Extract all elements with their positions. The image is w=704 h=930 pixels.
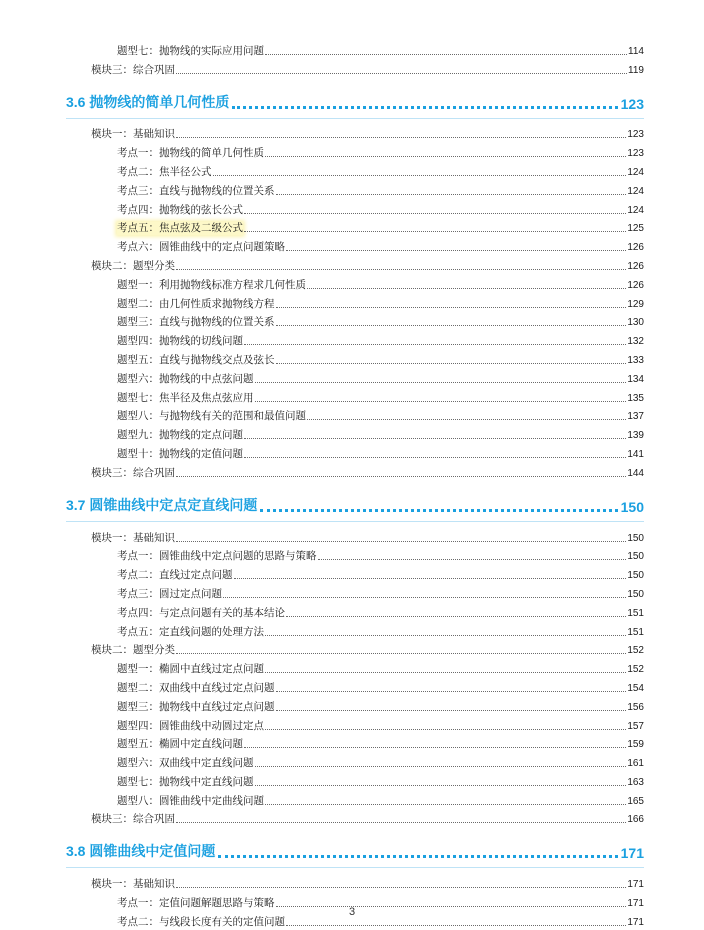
toc-module-entry[interactable] — [66, 59, 644, 78]
toc-page-number: 159 — [627, 739, 644, 751]
toc-topic-entry[interactable] — [66, 293, 644, 312]
toc-entry-title: 模块一：基础知识 — [91, 878, 175, 891]
toc-page-number: 124 — [627, 185, 644, 197]
toc-section-heading[interactable] — [66, 85, 644, 119]
toc-topic-entry[interactable] — [66, 564, 644, 583]
toc-entry-title: 考点三：直线与抛物线的位置关系 — [117, 184, 275, 197]
dot-leader — [244, 438, 626, 439]
toc-module-entry[interactable] — [66, 462, 644, 481]
dot-leader — [176, 73, 627, 74]
toc-page-number: 129 — [627, 298, 644, 310]
toc-entry-title: 题型九：抛物线的定点问题 — [117, 429, 243, 442]
toc-page-number: 123 — [620, 95, 644, 112]
dot-leader — [318, 559, 627, 560]
toc-page-number: 126 — [627, 279, 644, 291]
dot-leader — [244, 213, 626, 214]
toc-page-number: 151 — [627, 626, 644, 638]
toc-entry-title: 考点五：焦点弦及二级公式 — [117, 222, 243, 235]
toc-topic-entry[interactable] — [66, 312, 644, 331]
toc-page-number: 156 — [627, 701, 644, 713]
toc-page-number: 161 — [627, 758, 644, 770]
dot-leader — [176, 269, 626, 270]
toc-section-heading[interactable] — [66, 488, 644, 522]
dot-leader — [265, 156, 626, 157]
toc-entry-title: 考点一：抛物线的简单几何性质 — [117, 147, 264, 160]
toc-topic-entry[interactable] — [66, 621, 644, 640]
dot-leader — [255, 766, 627, 767]
toc-entry-title: 模块三：综合巩固 — [91, 466, 175, 479]
toc-entry-title: 模块二：题型分类 — [91, 644, 175, 657]
toc-page-number: 150 — [627, 551, 644, 563]
dot-leader — [307, 288, 626, 289]
toc-entry-title: 题型五：直线与抛物线交点及弦长 — [117, 353, 275, 366]
dot-leader — [286, 616, 626, 617]
dot-leader — [265, 54, 627, 55]
dot-leader — [307, 419, 626, 420]
toc-entry-title: 考点三：圆过定点问题 — [117, 587, 222, 600]
dot-leader — [255, 382, 627, 383]
toc-entry-title: 题型四：圆锥曲线中动圆过定点 — [117, 719, 264, 732]
dot-leader — [276, 325, 627, 326]
dot-leader — [265, 729, 626, 730]
toc-entry-title: 题型三：抛物线中直线过定点问题 — [117, 700, 275, 713]
toc-topic-entry[interactable] — [66, 443, 644, 462]
toc-topic-entry[interactable] — [66, 274, 644, 293]
toc-topic-entry[interactable] — [66, 161, 644, 180]
toc-topic-entry[interactable] — [66, 602, 644, 621]
dot-leader — [234, 578, 627, 579]
toc-topic-entry[interactable] — [66, 696, 644, 715]
toc-module-entry[interactable] — [66, 255, 644, 274]
toc-page-number: 171 — [627, 916, 644, 928]
toc-page-number: 150 — [620, 498, 644, 515]
dot-leader — [176, 541, 626, 542]
dot-leader — [223, 597, 626, 598]
toc-entry-title: 3.7 圆锥曲线中定点定直线问题 — [66, 496, 258, 513]
toc-entry-title: 考点二：焦半径公式 — [117, 165, 212, 178]
toc-page-number: 125 — [627, 223, 644, 235]
dot-leader — [176, 476, 626, 477]
toc-page-number: 123 — [627, 148, 644, 160]
dot-leader — [286, 925, 626, 926]
toc-entry-title: 题型三：直线与抛物线的位置关系 — [117, 316, 275, 329]
toc-topic-entry[interactable] — [66, 349, 644, 368]
toc-entry-title: 题型八：圆锥曲线中定曲线问题 — [117, 794, 264, 807]
toc-page-number: 150 — [627, 570, 644, 582]
toc-page-number: 114 — [628, 45, 644, 57]
toc-topic-entry[interactable] — [66, 40, 644, 59]
toc-topic-entry[interactable] — [66, 546, 644, 565]
toc-page-number: 154 — [627, 682, 644, 694]
toc-topic-entry[interactable] — [66, 734, 644, 753]
toc-page-number: 152 — [627, 645, 644, 657]
toc-entry-title: 考点五：定直线问题的处理方法 — [117, 625, 264, 638]
toc-topic-entry[interactable] — [66, 368, 644, 387]
dot-leader — [276, 710, 627, 711]
toc-topic-entry[interactable] — [66, 180, 644, 199]
toc-section-heading[interactable] — [66, 834, 644, 868]
toc-page-number: 139 — [627, 430, 644, 442]
toc-module-entry[interactable] — [66, 527, 644, 546]
dot-leader — [255, 785, 627, 786]
toc-page-number: 126 — [627, 242, 644, 254]
toc-topic-entry[interactable] — [66, 142, 644, 161]
toc-topic-entry[interactable] — [66, 677, 644, 696]
toc-page-number: 119 — [628, 64, 644, 76]
toc-module-entry[interactable] — [66, 124, 644, 143]
toc-topic-entry[interactable] — [66, 771, 644, 790]
dot-leader — [276, 691, 627, 692]
toc-entry-title: 题型二：双曲线中直线过定点问题 — [117, 681, 275, 694]
toc-page-number: 171 — [627, 898, 644, 910]
dot-leader — [176, 653, 626, 654]
toc-entry-title: 题型七：抛物线的实际应用问题 — [117, 44, 264, 57]
toc-entry-title: 题型五：椭圆中定直线问题 — [117, 738, 243, 751]
toc-entry-title: 题型十：抛物线的定值问题 — [117, 447, 243, 460]
toc-page-number: 171 — [620, 845, 644, 862]
toc-topic-entry[interactable] — [66, 790, 644, 809]
toc-page-number: 150 — [627, 532, 644, 544]
toc-entry-title: 考点二：直线过定点问题 — [117, 569, 233, 582]
dot-leader — [286, 250, 626, 251]
toc-topic-entry[interactable] — [66, 330, 644, 349]
toc-entry-title: 考点一：定值问题解题思路与策略 — [117, 897, 275, 910]
toc-topic-entry[interactable] — [66, 218, 644, 237]
dot-leader — [232, 106, 617, 109]
dot-leader — [265, 804, 626, 805]
dot-leader — [213, 175, 627, 176]
toc-page-number: 152 — [627, 664, 644, 676]
toc-module-entry[interactable] — [66, 809, 644, 828]
dot-leader — [265, 635, 626, 636]
toc-entry-title: 题型七：焦半径及焦点弦应用 — [117, 391, 254, 404]
toc-entry-title: 考点四：抛物线的弦长公式 — [117, 203, 243, 216]
toc-page-number: 123 — [627, 129, 644, 141]
toc-page-number: 151 — [627, 607, 644, 619]
toc-entry-title: 题型六：抛物线的中点弦问题 — [117, 372, 254, 385]
toc-topic-entry[interactable] — [66, 658, 644, 677]
toc-entry-title: 考点六：圆锥曲线中的定点问题策略 — [117, 241, 285, 254]
dot-leader — [218, 855, 617, 858]
toc-page-number: 134 — [627, 373, 644, 385]
toc-page-number: 132 — [627, 336, 644, 348]
toc-topic-entry[interactable] — [66, 236, 644, 255]
toc-page-number: 141 — [627, 448, 644, 460]
toc-entry-title: 考点一：圆锥曲线中定点问题的思路与策略 — [117, 550, 317, 563]
toc-page-number: 133 — [627, 354, 644, 366]
toc-entry-title: 模块三：综合巩固 — [91, 813, 175, 826]
dot-leader — [244, 457, 626, 458]
toc-entry-title: 题型一：椭圆中直线过定点问题 — [117, 663, 264, 676]
dot-leader — [176, 822, 626, 823]
toc-entry-title: 题型四：抛物线的切线问题 — [117, 335, 243, 348]
toc-entry-title: 模块二：题型分类 — [91, 259, 175, 272]
toc-module-entry[interactable] — [66, 873, 644, 892]
toc-topic-entry[interactable] — [66, 406, 644, 425]
toc-page-number: 157 — [627, 720, 644, 732]
toc-topic-entry[interactable] — [66, 583, 644, 602]
dot-leader — [260, 509, 617, 512]
dot-leader — [176, 137, 626, 138]
toc-entry-title: 3.6 抛物线的简单几何性质 — [66, 93, 230, 110]
dot-leader — [244, 231, 626, 232]
toc-page-number: 144 — [627, 467, 644, 479]
toc-entry-title: 模块一：基础知识 — [91, 128, 175, 141]
table-of-contents — [66, 40, 644, 930]
toc-page-number: 130 — [627, 317, 644, 329]
toc-entry-title: 考点二：与线段长度有关的定值问题 — [117, 915, 285, 928]
toc-page-number: 137 — [627, 411, 644, 423]
toc-module-entry[interactable] — [66, 640, 644, 659]
toc-page-number: 171 — [627, 879, 644, 891]
toc-page-number: 163 — [627, 776, 644, 788]
toc-entry-title: 题型七：抛物线中定直线问题 — [117, 775, 254, 788]
toc-entry-title: 模块一：基础知识 — [91, 531, 175, 544]
toc-page-number: 124 — [627, 204, 644, 216]
toc-topic-entry[interactable] — [66, 752, 644, 771]
toc-page-number: 126 — [627, 260, 644, 272]
page-number: 3 — [348, 906, 356, 918]
dot-leader — [244, 747, 626, 748]
toc-page-number: 150 — [627, 588, 644, 600]
toc-topic-entry[interactable] — [66, 387, 644, 406]
dot-leader — [276, 307, 627, 308]
toc-entry-title: 模块三：综合巩固 — [91, 63, 175, 76]
toc-topic-entry[interactable] — [66, 715, 644, 734]
toc-topic-entry[interactable] — [66, 424, 644, 443]
dot-leader — [244, 344, 626, 345]
toc-entry-title: 考点四：与定点问题有关的基本结论 — [117, 606, 285, 619]
toc-entry-title: 题型一：利用抛物线标准方程求几何性质 — [117, 278, 306, 291]
toc-entry-title: 3.8 圆锥曲线中定值问题 — [66, 843, 216, 860]
toc-page-number: 165 — [627, 795, 644, 807]
toc-entry-title: 题型二：由几何性质求抛物线方程 — [117, 297, 275, 310]
toc-topic-entry[interactable] — [66, 199, 644, 218]
toc-page-number: 124 — [627, 166, 644, 178]
toc-entry-title: 题型六：双曲线中定直线问题 — [117, 757, 254, 770]
dot-leader — [276, 194, 627, 195]
toc-entry-title: 题型八：与抛物线有关的范围和最值问题 — [117, 410, 306, 423]
dot-leader — [265, 672, 626, 673]
toc-page-number: 135 — [627, 392, 644, 404]
dot-leader — [176, 887, 626, 888]
dot-leader — [276, 363, 627, 364]
toc-page-number: 166 — [627, 814, 644, 826]
dot-leader — [255, 401, 627, 402]
